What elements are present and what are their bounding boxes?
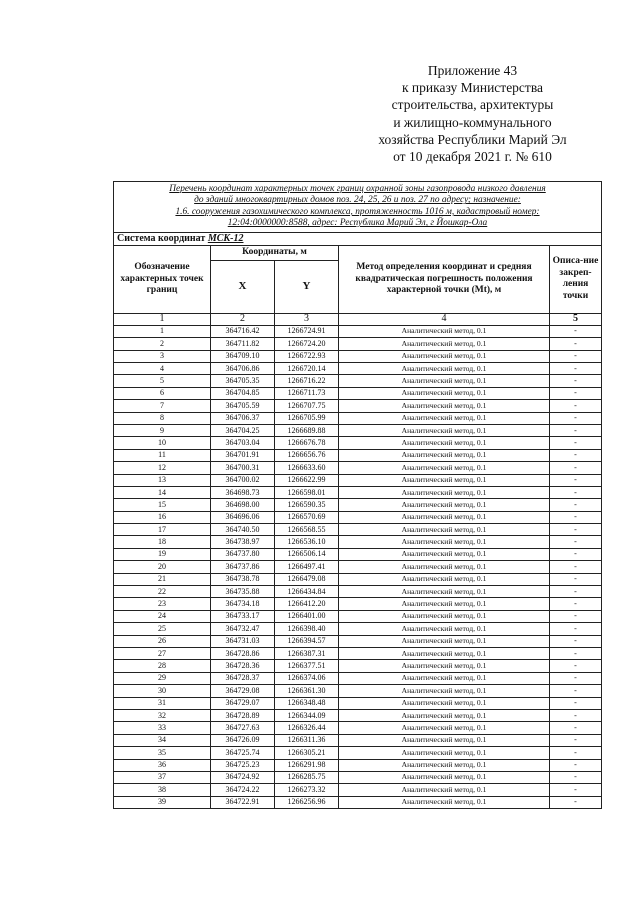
point-cell: 18 <box>114 536 211 548</box>
point-cell: 36 <box>114 759 211 771</box>
table-row <box>114 647 602 659</box>
method-cell: Аналитический метод, 0.1 <box>339 511 550 523</box>
coordinate-system <box>114 232 602 245</box>
point-cell: 26 <box>114 635 211 647</box>
method-cell: Аналитический метод, 0.1 <box>339 722 550 734</box>
y-cell: 1266412.20 <box>275 598 339 610</box>
note-cell: - <box>550 486 602 498</box>
table-title <box>114 182 602 233</box>
table-row <box>114 685 602 697</box>
method-cell: Аналитический метод, 0.1 <box>339 685 550 697</box>
x-cell: 364698.00 <box>211 499 275 511</box>
table-row <box>114 524 602 536</box>
note-cell: - <box>550 660 602 672</box>
x-cell: 364701.91 <box>211 449 275 461</box>
table-row <box>114 672 602 684</box>
method-cell: Аналитический метод, 0.1 <box>339 499 550 511</box>
method-cell: Аналитический метод, 0.1 <box>339 536 550 548</box>
method-cell: Аналитический метод, 0.1 <box>339 561 550 573</box>
note-cell: - <box>550 350 602 362</box>
method-cell: Аналитический метод, 0.1 <box>339 387 550 399</box>
note-cell: - <box>550 573 602 585</box>
method-cell: Аналитический метод, 0.1 <box>339 759 550 771</box>
x-cell: 364725.23 <box>211 759 275 771</box>
coordinate-system-row <box>114 232 602 245</box>
y-cell: 1266707.75 <box>275 400 339 412</box>
method-cell: Аналитический метод, 0.1 <box>339 437 550 449</box>
method-cell: Аналитический метод, 0.1 <box>339 462 550 474</box>
note-cell: - <box>550 610 602 622</box>
y-cell: 1266711.73 <box>275 387 339 399</box>
note-cell: - <box>550 462 602 474</box>
x-cell: 364726.09 <box>211 734 275 746</box>
y-cell: 1266724.91 <box>275 325 339 337</box>
x-cell: 364703.04 <box>211 437 275 449</box>
note-cell: - <box>550 449 602 461</box>
table-row <box>114 635 602 647</box>
y-cell: 1266506.14 <box>275 548 339 560</box>
method-cell: Аналитический метод, 0.1 <box>339 474 550 486</box>
note-cell: - <box>550 437 602 449</box>
table-row <box>114 338 602 350</box>
note-cell: - <box>550 771 602 783</box>
x-cell: 364700.31 <box>211 462 275 474</box>
method-cell: Аналитический метод, 0.1 <box>339 449 550 461</box>
table-row <box>114 375 602 387</box>
note-cell: - <box>550 363 602 375</box>
method-cell: Аналитический метод, 0.1 <box>339 400 550 412</box>
x-cell: 364738.78 <box>211 573 275 585</box>
header-row <box>114 245 602 260</box>
table-row <box>114 610 602 622</box>
note-cell: - <box>550 561 602 573</box>
x-cell: 364732.47 <box>211 623 275 635</box>
point-cell: 28 <box>114 660 211 672</box>
y-cell: 1266716.22 <box>275 375 339 387</box>
col-y-header: Y <box>275 260 339 313</box>
x-cell: 364704.25 <box>211 424 275 436</box>
x-cell: 364729.08 <box>211 685 275 697</box>
point-cell: 9 <box>114 424 211 436</box>
y-cell: 1266497.41 <box>275 561 339 573</box>
title-line: Перечень координат характерных точек границ охранной зоны газопровода низкого давления <box>169 184 546 194</box>
y-cell: 1266633.60 <box>275 462 339 474</box>
table-row <box>114 771 602 783</box>
x-cell: 364705.59 <box>211 400 275 412</box>
y-cell: 1266273.32 <box>275 784 339 796</box>
x-cell: 364725.74 <box>211 747 275 759</box>
column-number: 2 <box>211 313 275 325</box>
title-line: 1.6. сооружения газохимического комплекса, протяженность 1016 м, кадастровый номер: <box>175 206 540 217</box>
table-row <box>114 734 602 746</box>
table-row <box>114 387 602 399</box>
table-row <box>114 350 602 362</box>
y-cell: 1266401.00 <box>275 610 339 622</box>
y-cell: 1266256.96 <box>275 796 339 808</box>
point-cell: 34 <box>114 734 211 746</box>
y-cell: 1266724.20 <box>275 338 339 350</box>
col-point-header: Обозначение характерных точек границ <box>114 245 211 313</box>
note-cell: - <box>550 325 602 337</box>
note-cell: - <box>550 511 602 523</box>
note-cell: - <box>550 784 602 796</box>
point-cell: 22 <box>114 586 211 598</box>
point-cell: 14 <box>114 486 211 498</box>
point-cell: 39 <box>114 796 211 808</box>
appendix-header <box>340 62 605 165</box>
point-cell: 27 <box>114 647 211 659</box>
table-row <box>114 536 602 548</box>
point-cell: 4 <box>114 363 211 375</box>
y-cell: 1266305.21 <box>275 747 339 759</box>
title-line: до зданий многоквартирных домов поз. 24, 25, 26 и поз. 27 по адресу; назначение: <box>194 195 521 206</box>
point-cell: 10 <box>114 437 211 449</box>
y-cell: 1266348.48 <box>275 697 339 709</box>
point-cell: 3 <box>114 350 211 362</box>
y-cell: 1266326.44 <box>275 722 339 734</box>
note-cell: - <box>550 747 602 759</box>
method-cell: Аналитический метод, 0.1 <box>339 375 550 387</box>
x-cell: 364737.86 <box>211 561 275 573</box>
y-cell: 1266361.30 <box>275 685 339 697</box>
method-cell: Аналитический метод, 0.1 <box>339 598 550 610</box>
y-cell: 1266434.84 <box>275 586 339 598</box>
x-cell: 364709.10 <box>211 350 275 362</box>
y-cell: 1266568.55 <box>275 524 339 536</box>
point-cell: 38 <box>114 784 211 796</box>
point-cell: 16 <box>114 511 211 523</box>
point-cell: 24 <box>114 610 211 622</box>
table-row <box>114 623 602 635</box>
y-cell: 1266291.98 <box>275 759 339 771</box>
method-cell: Аналитический метод, 0.1 <box>339 635 550 647</box>
y-cell: 1266689.88 <box>275 424 339 436</box>
table-row <box>114 759 602 771</box>
x-cell: 364704.85 <box>211 387 275 399</box>
note-cell: - <box>550 623 602 635</box>
method-cell: Аналитический метод, 0.1 <box>339 573 550 585</box>
column-number: 3 <box>275 313 339 325</box>
note-cell: - <box>550 635 602 647</box>
method-cell: Аналитический метод, 0.1 <box>339 486 550 498</box>
table-row <box>114 449 602 461</box>
point-cell: 32 <box>114 709 211 721</box>
point-cell: 12 <box>114 462 211 474</box>
x-cell: 364737.80 <box>211 548 275 560</box>
point-cell: 29 <box>114 672 211 684</box>
x-cell: 364731.03 <box>211 635 275 647</box>
table-row <box>114 722 602 734</box>
table-row <box>114 437 602 449</box>
point-cell: 21 <box>114 573 211 585</box>
method-cell: Аналитический метод, 0.1 <box>339 412 550 424</box>
x-cell: 364724.92 <box>211 771 275 783</box>
column-number: 5 <box>550 313 602 325</box>
title-line: 12:04:0000000:8588, адрес: Республика Марий Эл, г Йошкар-Ола <box>227 218 488 229</box>
col-coords-header: Координаты, м <box>211 245 339 260</box>
y-cell: 1266598.01 <box>275 486 339 498</box>
note-cell: - <box>550 400 602 412</box>
method-cell: Аналитический метод, 0.1 <box>339 697 550 709</box>
header-line: Приложение 43 <box>427 63 518 78</box>
table-row <box>114 586 602 598</box>
x-cell: 364733.17 <box>211 610 275 622</box>
table-title-row <box>114 182 602 233</box>
note-cell: - <box>550 375 602 387</box>
table-row <box>114 325 602 337</box>
x-cell: 364728.89 <box>211 709 275 721</box>
point-cell: 11 <box>114 449 211 461</box>
header-line: от 10 декабря 2021 г. № 610 <box>393 149 552 165</box>
x-cell: 364728.86 <box>211 647 275 659</box>
y-cell: 1266398.40 <box>275 623 339 635</box>
method-cell: Аналитический метод, 0.1 <box>339 623 550 635</box>
y-cell: 1266570.69 <box>275 511 339 523</box>
point-cell: 25 <box>114 623 211 635</box>
col-x-header: X <box>211 260 275 313</box>
y-cell: 1266344.09 <box>275 709 339 721</box>
table-row <box>114 709 602 721</box>
y-cell: 1266622.99 <box>275 474 339 486</box>
y-cell: 1266479.08 <box>275 573 339 585</box>
x-cell: 364727.63 <box>211 722 275 734</box>
header-line: и жилищно-коммунального <box>393 114 552 130</box>
column-number: 4 <box>339 313 550 325</box>
system-value: МСК-12 <box>207 232 244 244</box>
table-row <box>114 548 602 560</box>
method-cell: Аналитический метод, 0.1 <box>339 325 550 337</box>
note-cell: - <box>550 524 602 536</box>
col-note-header: Описа-ние закреп-ления точки <box>550 245 602 313</box>
table-row <box>114 424 602 436</box>
table-row <box>114 598 602 610</box>
table-row <box>114 660 602 672</box>
method-cell: Аналитический метод, 0.1 <box>339 796 550 808</box>
note-cell: - <box>550 548 602 560</box>
note-cell: - <box>550 796 602 808</box>
note-cell: - <box>550 734 602 746</box>
method-cell: Аналитический метод, 0.1 <box>339 350 550 362</box>
x-cell: 364728.37 <box>211 672 275 684</box>
method-cell: Аналитический метод, 0.1 <box>339 424 550 436</box>
method-cell: Аналитический метод, 0.1 <box>339 771 550 783</box>
note-cell: - <box>550 598 602 610</box>
note-cell: - <box>550 536 602 548</box>
method-cell: Аналитический метод, 0.1 <box>339 586 550 598</box>
x-cell: 364740.50 <box>211 524 275 536</box>
method-cell: Аналитический метод, 0.1 <box>339 647 550 659</box>
method-cell: Аналитический метод, 0.1 <box>339 548 550 560</box>
x-cell: 364706.86 <box>211 363 275 375</box>
note-cell: - <box>550 499 602 511</box>
note-cell: - <box>550 709 602 721</box>
note-cell: - <box>550 412 602 424</box>
point-cell: 33 <box>114 722 211 734</box>
method-cell: Аналитический метод, 0.1 <box>339 524 550 536</box>
method-cell: Аналитический метод, 0.1 <box>339 747 550 759</box>
x-cell: 364735.88 <box>211 586 275 598</box>
note-cell: - <box>550 647 602 659</box>
x-cell: 364696.06 <box>211 511 275 523</box>
y-cell: 1266720.14 <box>275 363 339 375</box>
table-row <box>114 561 602 573</box>
method-cell: Аналитический метод, 0.1 <box>339 734 550 746</box>
x-cell: 364729.07 <box>211 697 275 709</box>
x-cell: 364705.35 <box>211 375 275 387</box>
x-cell: 364698.73 <box>211 486 275 498</box>
coordinates-table <box>113 181 602 809</box>
note-cell: - <box>550 672 602 684</box>
method-cell: Аналитический метод, 0.1 <box>339 363 550 375</box>
note-cell: - <box>550 424 602 436</box>
y-cell: 1266705.99 <box>275 412 339 424</box>
point-cell: 5 <box>114 375 211 387</box>
point-cell: 17 <box>114 524 211 536</box>
x-cell: 364711.82 <box>211 338 275 350</box>
y-cell: 1266374.06 <box>275 672 339 684</box>
x-cell: 364738.97 <box>211 536 275 548</box>
y-cell: 1266590.35 <box>275 499 339 511</box>
method-cell: Аналитический метод, 0.1 <box>339 784 550 796</box>
table-row <box>114 499 602 511</box>
method-cell: Аналитический метод, 0.1 <box>339 709 550 721</box>
table-row <box>114 747 602 759</box>
header-line: к приказу Министерства <box>401 80 544 96</box>
note-cell: - <box>550 387 602 399</box>
note-cell: - <box>550 474 602 486</box>
point-cell: 2 <box>114 338 211 350</box>
column-numbers-row <box>114 313 602 325</box>
point-cell: 31 <box>114 697 211 709</box>
header-line: строительства, архитектуры <box>391 97 554 113</box>
point-cell: 30 <box>114 685 211 697</box>
x-cell: 364700.02 <box>211 474 275 486</box>
x-cell: 364724.22 <box>211 784 275 796</box>
x-cell: 364722.91 <box>211 796 275 808</box>
note-cell: - <box>550 338 602 350</box>
point-cell: 8 <box>114 412 211 424</box>
table-row <box>114 486 602 498</box>
table-row <box>114 412 602 424</box>
table-row <box>114 400 602 412</box>
table-row <box>114 796 602 808</box>
method-cell: Аналитический метод, 0.1 <box>339 660 550 672</box>
table-row <box>114 784 602 796</box>
x-cell: 364728.36 <box>211 660 275 672</box>
column-number: 1 <box>114 313 211 325</box>
table-row <box>114 573 602 585</box>
y-cell: 1266311.36 <box>275 734 339 746</box>
table-row <box>114 511 602 523</box>
point-cell: 13 <box>114 474 211 486</box>
point-cell: 1 <box>114 325 211 337</box>
y-cell: 1266676.78 <box>275 437 339 449</box>
point-cell: 37 <box>114 771 211 783</box>
point-cell: 19 <box>114 548 211 560</box>
y-cell: 1266285.75 <box>275 771 339 783</box>
y-cell: 1266536.10 <box>275 536 339 548</box>
y-cell: 1266377.51 <box>275 660 339 672</box>
note-cell: - <box>550 722 602 734</box>
point-cell: 23 <box>114 598 211 610</box>
method-cell: Аналитический метод, 0.1 <box>339 610 550 622</box>
point-cell: 20 <box>114 561 211 573</box>
system-label: Система координат <box>117 232 206 244</box>
table-row <box>114 697 602 709</box>
method-cell: Аналитический метод, 0.1 <box>339 672 550 684</box>
x-cell: 364734.18 <box>211 598 275 610</box>
note-cell: - <box>550 759 602 771</box>
x-cell: 364716.42 <box>211 325 275 337</box>
table-row <box>114 363 602 375</box>
y-cell: 1266656.76 <box>275 449 339 461</box>
header-line: хозяйства Республики Марий Эл <box>378 131 567 147</box>
table-row <box>114 462 602 474</box>
note-cell: - <box>550 697 602 709</box>
table-row <box>114 474 602 486</box>
point-cell: 6 <box>114 387 211 399</box>
y-cell: 1266387.31 <box>275 647 339 659</box>
point-cell: 35 <box>114 747 211 759</box>
y-cell: 1266394.57 <box>275 635 339 647</box>
method-cell: Аналитический метод, 0.1 <box>339 338 550 350</box>
point-cell: 7 <box>114 400 211 412</box>
x-cell: 364706.37 <box>211 412 275 424</box>
col-method-header: Метод определения координат и средняя квадратическая погрешность положения характерной точки (Mt), м <box>339 245 550 313</box>
note-cell: - <box>550 586 602 598</box>
point-cell: 15 <box>114 499 211 511</box>
note-cell: - <box>550 685 602 697</box>
y-cell: 1266722.93 <box>275 350 339 362</box>
